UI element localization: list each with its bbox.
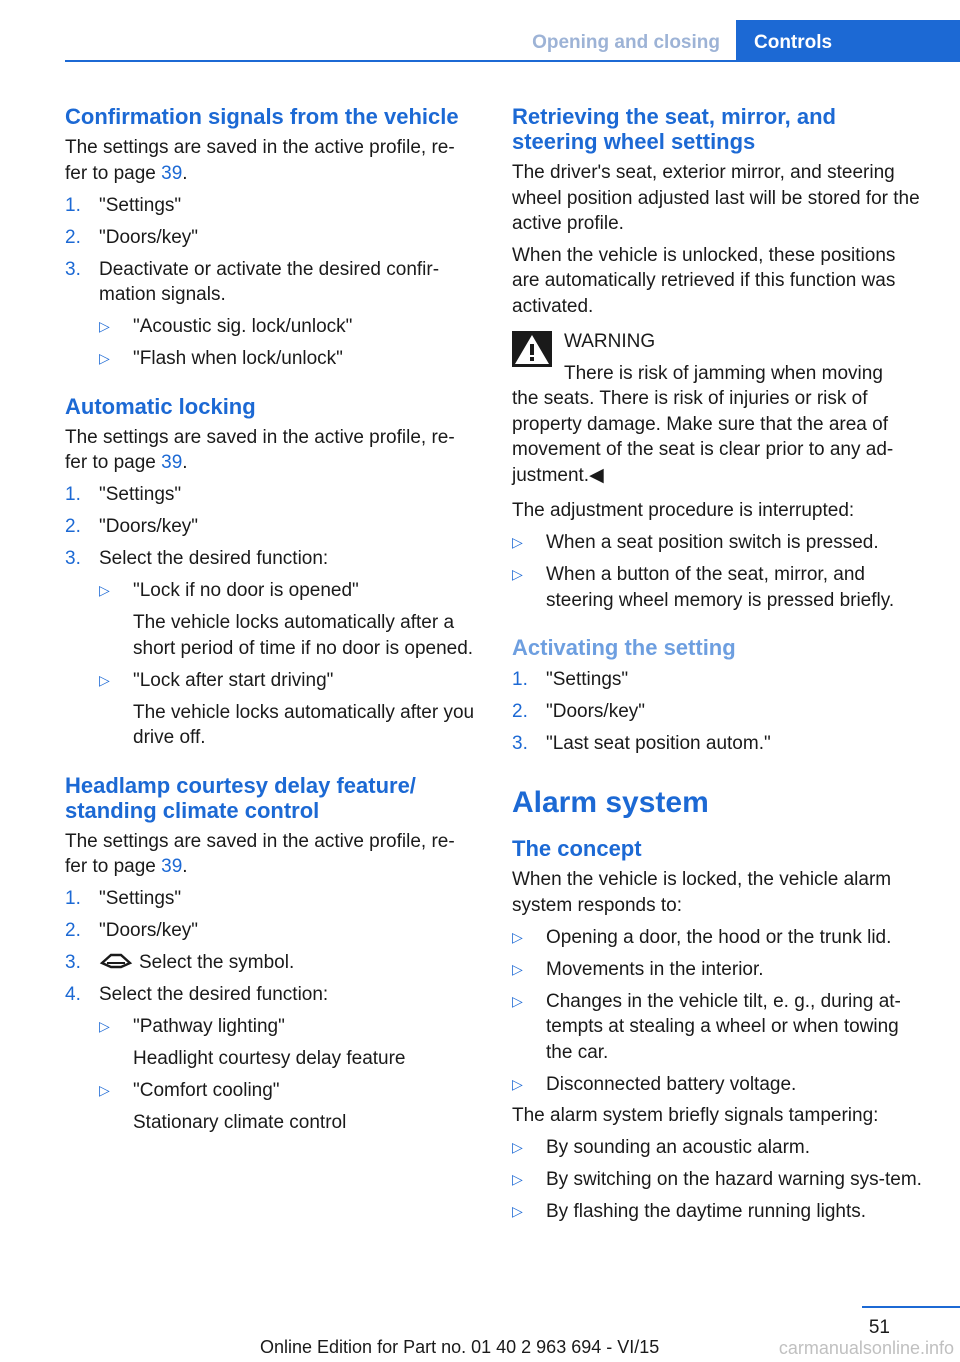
confirmation-steps [65,193,475,372]
warning-label: WARNING [564,331,656,352]
list-item: 4. Select the desired function: ▷ "Pathway lighting" Headlight courtesy delay feature ▷ "Comfort cooling" Stationary climate control [65,982,475,1136]
bullet-item: ▷ "Lock if no door is opened" The vehicle locks automatically after a short period of time if no door is opened. [99,580,474,659]
triangle-bullet-icon: ▷ [99,1082,110,1098]
warning-triangle-icon [512,331,552,367]
header-rule [65,60,960,62]
triangle-bullet-icon: ▷ [99,318,110,334]
list-item: 1. "Settings" [65,484,182,505]
activating-steps [512,667,922,757]
retrieve-paragraph-1: The driver's seat, exterior mirror, and steering wheel position adjusted last will be stored for the active profile. [512,162,920,234]
triangle-bullet-icon: ▷ [512,960,523,977]
autolock-intro: The settings are saved in the active profile, re‐fer to page 39. [65,426,455,473]
bullet-item: ▷ "Pathway lighting" Headlight courtesy delay feature [99,1016,406,1069]
confirmation-signals-heading: Confirmation signals from the vehicle [65,104,459,129]
page-number: 51 [868,1317,890,1338]
list-item: 2. "Doors/key" [65,226,199,248]
vehicle-settings-icon [99,952,133,970]
list-item: 3. Deactivate or activate the desired confir‐mation signals. ▷ "Acoustic sig. lock/unlock" ▷ "Flash when lock/unlock" [65,257,475,372]
list-item: 2. "Doors/key" [512,700,646,722]
list-item: 2. "Doors/key" [65,920,199,941]
triangle-bullet-icon: ▷ [512,1171,523,1187]
bullet-item: ▷ Disconnected battery voltage. [512,1072,922,1098]
triangle-bullet-icon: ▷ [512,566,523,582]
list-item: 1. "Settings" [512,668,629,690]
page-link[interactable]: 39 [161,162,183,184]
bullet-item: ▷ By flashing the daytime running lights. [512,1199,922,1225]
list-item: 3. "Last seat position autom." [512,732,771,754]
headlamp-courtesy-heading: Headlamp courtesy delay feature/ standing climate control [65,772,416,823]
signals-intro: The alarm system briefly signals tampering: [512,1105,879,1126]
list-item: 1. "Settings" [65,194,182,216]
triangle-bullet-icon: ▷ [99,1018,110,1034]
alarm-signals-list [512,1135,922,1225]
confirmation-intro: The settings are saved in the active profile, re‐fer to page 39. [65,137,455,184]
headlamp-intro: The settings are saved in the active profile, re‐fer to page 39. [65,830,455,877]
right-column [512,104,922,1225]
alarm-system-heading: Alarm system [512,786,709,819]
triangle-bullet-icon: ▷ [512,928,523,945]
header-tab-controls: Controls [736,20,960,62]
bullet-item: ▷ By sounding an acoustic alarm. [512,1135,922,1161]
bullet-item: ▷ When a seat position switch is pressed. [512,530,922,556]
bullet-item: ▷ Opening a door, the hood or the trunk lid. [512,925,922,951]
left-column [65,104,475,1136]
triangle-bullet-icon: ▷ [99,671,110,688]
list-item: 3. Select the desired function: ▷ "Lock if no door is opened" The vehicle locks automatically after a short period of time if no door is opened. ▷ "Lock after start driving" The vehicle locks automatically after you drive off. [65,546,475,751]
edition-footer: Online Edition for Part no. 01 40 2 963 694 - VI/15 [260,1337,660,1357]
bullet-item: ▷ "Acoustic sig. lock/unlock" [99,314,475,340]
bullet-item: ▷ Changes in the vehicle tilt, e. g., during at‐tempts at stealing a wheel or when towing the car. [512,990,901,1063]
interrupt-list [512,530,922,613]
header-section-title: Opening and closing [532,32,720,53]
warning-text-rest: the seats. There is risk of injuries or risk of property damage. Make sure that the area of movement of the seat is clear prior to any ad‐justment.◀ [512,388,894,486]
warning-box [512,329,922,488]
interrupt-text: The adjustment procedure is interrupted: [512,500,855,521]
footer-rule [862,1306,960,1308]
bullet-item: ▷ When a button of the seat, mirror, and steering wheel memory is pressed briefly. [512,564,895,611]
triangle-bullet-icon: ▷ [512,992,523,1009]
bullet-item: ▷ "Flash when lock/unlock" [99,346,475,372]
automatic-locking-heading: Automatic locking [65,393,256,419]
activating-setting-heading: Activating the setting [512,635,736,660]
alarm-responds-list [512,925,922,1098]
list-item: 1. "Settings" [65,888,182,909]
triangle-bullet-icon: ▷ [512,1139,523,1155]
page-link[interactable]: 39 [161,452,183,473]
triangle-bullet-icon: ▷ [99,582,110,598]
retrieve-paragraph-2: When the vehicle is unlocked, these positions are automatically retrieved if this function was activated. [512,244,896,317]
headlamp-steps [65,886,475,1136]
triangle-bullet-icon: ▷ [512,1203,523,1219]
triangle-bullet-icon: ▷ [512,534,523,550]
triangle-bullet-icon: ▷ [512,1075,523,1092]
bullet-item: ▷ By switching on the hazard warning sys‐tem. [512,1167,922,1193]
retrieving-settings-heading: Retrieving the seat, mirror, and steering wheel settings [512,104,836,154]
watermark: carmanualsonline.info [778,1338,954,1358]
concept-intro: When the vehicle is locked, the vehicle alarm system responds to: [512,869,892,916]
concept-heading: The concept [512,836,642,861]
list-item: 3. Select the symbol. [65,952,295,973]
autolock-steps [65,482,475,751]
list-item: 2. "Doors/key" [65,516,199,537]
bullet-item: ▷ Movements in the interior. [512,957,922,983]
triangle-bullet-icon: ▷ [99,350,110,366]
bullet-item: ▷ "Comfort cooling" Stationary climate control [99,1080,347,1133]
warning-text-first: There is risk of jamming when moving [564,362,883,384]
page-link[interactable]: 39 [161,856,183,877]
bullet-item: ▷ "Lock after start driving" The vehicle locks automatically after you drive off. [99,669,475,748]
